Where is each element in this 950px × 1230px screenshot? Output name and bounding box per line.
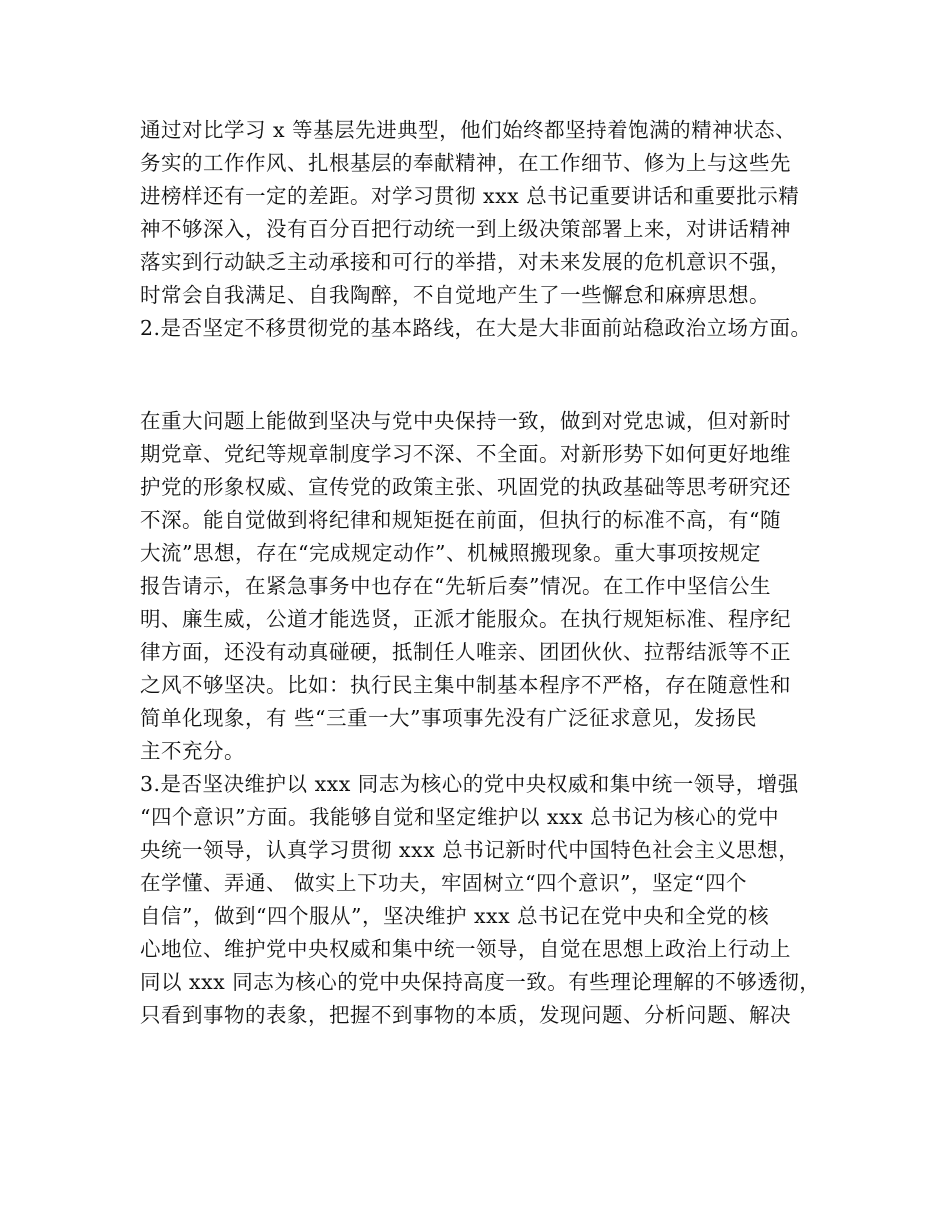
section-heading-2: 2.是否坚定不移贯彻党的基本路线，在大是大非面前站稳政治立场方面。 [140,316,812,340]
text-line: 在学懂、弄通、 做实上下功夫，牢固树立“四个意识”，坚定“四个 [140,871,747,895]
text-line: 央统一领导，认真学习贯彻 xxx 总书记新时代中国特色社会主义思想， [140,838,800,862]
text-line: 自信”，做到“四个服从”，坚决维护 xxx 总书记在党中央和全党的核 [140,904,770,928]
section-heading-3: 3.是否坚决维护以 xxx 同志为核心的党中央权威和集中统一领导，增强 [140,772,799,796]
text-line: 大流”思想，存在“完成规定动作”、机械照搬现象。重大事项按规定 [140,541,761,565]
text-line: 不深。能自觉做到将纪律和规矩挺在前面，但执行的标准不高，有“随 [140,508,781,532]
text-line: 护党的形象权威、宣传党的政策主张、巩固党的执政基础等思考研究还 [140,475,791,499]
text-line: 时常会自我满足、自我陶醉，不自觉地产生了一些懈怠和麻痹思想。 [140,283,770,307]
text-line: 主不充分。 [140,739,245,763]
text-line: 心地位、维护党中央权威和集中统一领导，自觉在思想上政治上行动上 [140,937,791,961]
text-line: 律方面，还没有动真碰硬，抵制任人唯亲、团团伙伙、拉帮结派等不正 [140,640,791,664]
text-line: 务实的工作作风、扎根基层的奉献精神，在工作细节、修为上与这些先 [140,151,791,175]
text-line: 明、廉生威，公道才能选贤，正派才能服众。在执行规矩标准、程序纪 [140,607,791,631]
text-line: 在重大问题上能做到坚决与党中央保持一致，做到对党忠诚，但对新时 [140,409,791,433]
text-line: 报告请示，在紧急事务中也存在“先斩后奏”情况。在工作中坚信公生 [140,574,771,598]
text-line: 进榜样还有一定的差距。对学习贯彻 xxx 总书记重要讲话和重要批示精 [140,184,800,208]
text-line: 期党章、党纪等规章制度学习不深、不全面。对新形势下如何更好地维 [140,442,791,466]
text-line: 神不够深入，没有百分百把行动统一到上级决策部署上来，对讲话精神 [140,217,791,241]
paragraph-block-1 [140,114,840,345]
text-line: 简单化现象，有 些“三重一大”事项事先没有广泛征求意见，发扬民 [140,706,757,730]
text-line: 落实到行动缺乏主动承接和可行的举措，对未来发展的危机意识不强， [140,250,791,274]
text-line: 同以 xxx 同志为核心的党中央保持高度一致。有些理论理解的不够透彻， [140,970,821,994]
text-line: “四个意识”方面。我能够自觉和坚定维护以 xxx 总书记为核心的党中 [140,805,780,829]
paragraph-block-2 [140,405,840,1032]
text-line: 之风不够坚决。比如：执行民主集中制基本程序不严格，存在随意性和 [140,673,791,697]
text-line: 只看到事物的表象，把握不到事物的本质，发现问题、分析问题、解决 [140,1003,791,1027]
text-line: 通过对比学习 x 等基层先进典型，他们始终都坚持着饱满的精神状态、 [140,118,797,142]
